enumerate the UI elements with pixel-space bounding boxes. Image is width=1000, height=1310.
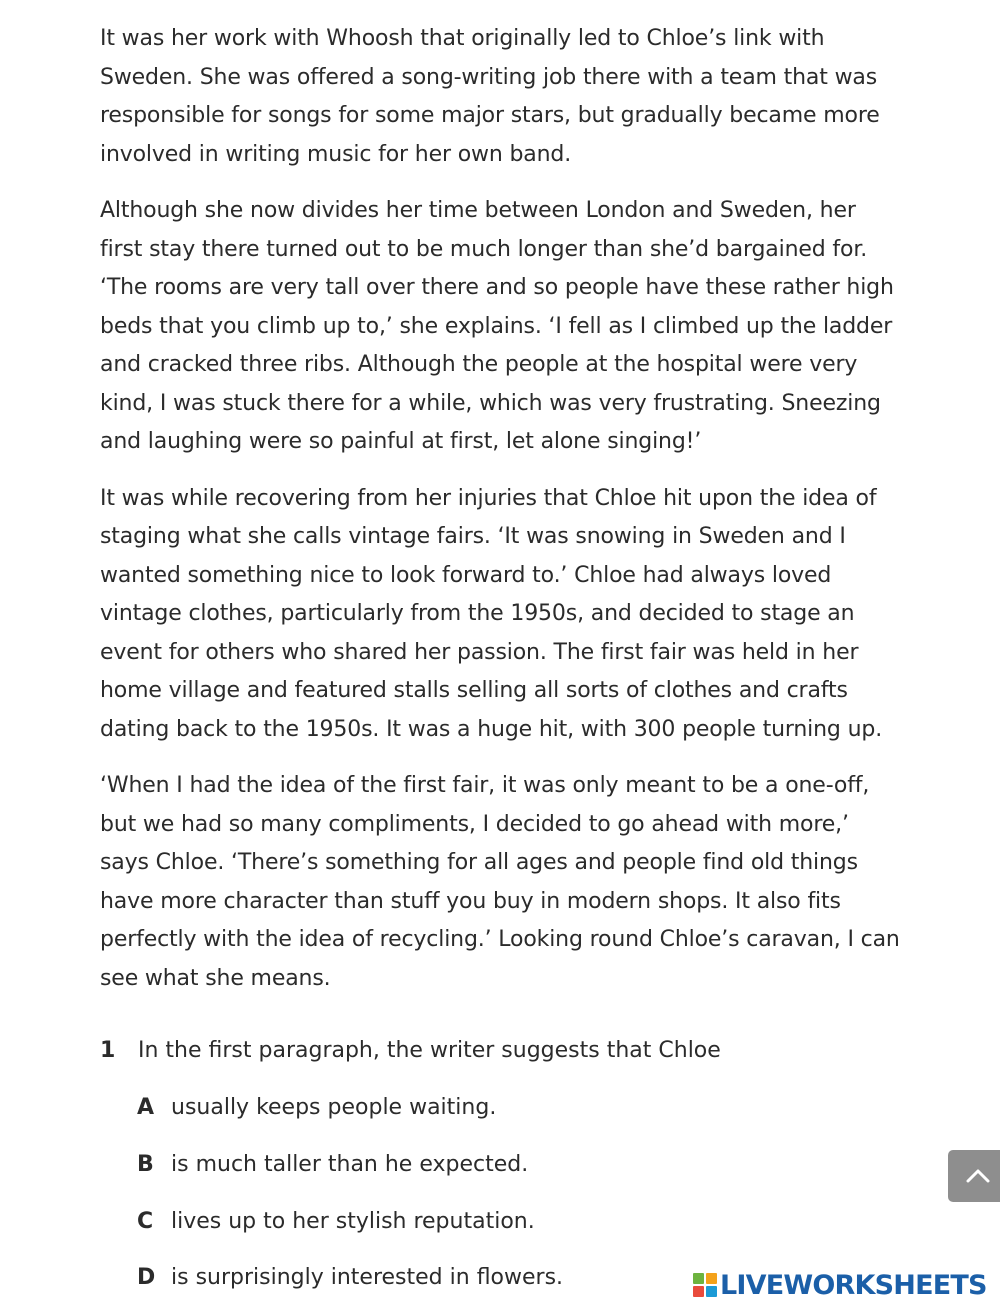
option-letter: B [137, 1152, 154, 1177]
article-body [100, 20, 900, 1016]
paragraph-1: It was her work with Whoosh that originally led to Chloe’s link with Sweden. She was offered a song-writing job there with a team that was responsible for songs for some major stars, but gradually became more involved in writing music for her own band. [100, 26, 880, 167]
paragraph-3: It was while recovering from her injuries that Chloe hit upon the idea of staging what she calls vintage fairs. ‘It was snowing in Sweden and I wanted something nice to look forward to.’ Chloe had always loved vintage clothes, particularly from the 1950s, and decided to stage an event for others who shared her passion. The first fair was held in her home village and featured stalls selling all sorts of clothes and crafts dating back to the 1950s. It was a huge hit, with 300 people turning up. [100, 485, 883, 742]
option-text: is much taller than he expected. [171, 1152, 529, 1177]
chevron-up-icon [965, 1168, 991, 1184]
option-letter: D [137, 1265, 156, 1290]
option-d[interactable] [137, 1259, 563, 1297]
option-text: usually keeps people waiting. [171, 1095, 497, 1120]
option-letter: A [137, 1095, 155, 1120]
question-text: In the first paragraph, the writer suggests that Chloe [138, 1038, 721, 1063]
option-a[interactable] [137, 1089, 496, 1127]
liveworksheets-logo-icon [692, 1272, 718, 1298]
option-c[interactable] [137, 1203, 535, 1241]
paragraph-4: ‘When I had the idea of the first fair, it was only meant to be a one-off, but we had so many compliments, I decided to go ahead with more,’ says Chloe. ‘There’s something for all ages and people find old things have more character than stuff you buy in modern shops. It also fits perfectly with the idea of recycling.’ Looking round Chloe’s caravan, I can see what she means. [100, 773, 900, 991]
question-1 [100, 1032, 721, 1070]
option-b[interactable] [137, 1146, 528, 1184]
liveworksheets-logo[interactable] [692, 1268, 987, 1302]
paragraph-2: Although she now divides her time between London and Sweden, her first stay there turned out to be much longer than she’d bargained for. ‘The rooms are very tall over there and so people have these rather high beds that you climb up to,’ she explains. ‘I fell as I climbed up the ladder and cracked three ribs. Although the people at the hospital were very kind, I was stuck there for a while, which was very frustrating. Sneezing and laughing were so painful at first, let alone singing!’ [100, 198, 894, 454]
question-number: 1 [100, 1038, 116, 1063]
option-letter: C [137, 1209, 154, 1234]
option-text: is surprisingly interested in flowers. [171, 1265, 564, 1290]
brand-name: LIVEWORKSHEETS [720, 1269, 987, 1301]
scroll-to-top-button[interactable] [948, 1150, 1000, 1202]
option-text: lives up to her stylish reputation. [171, 1209, 535, 1234]
